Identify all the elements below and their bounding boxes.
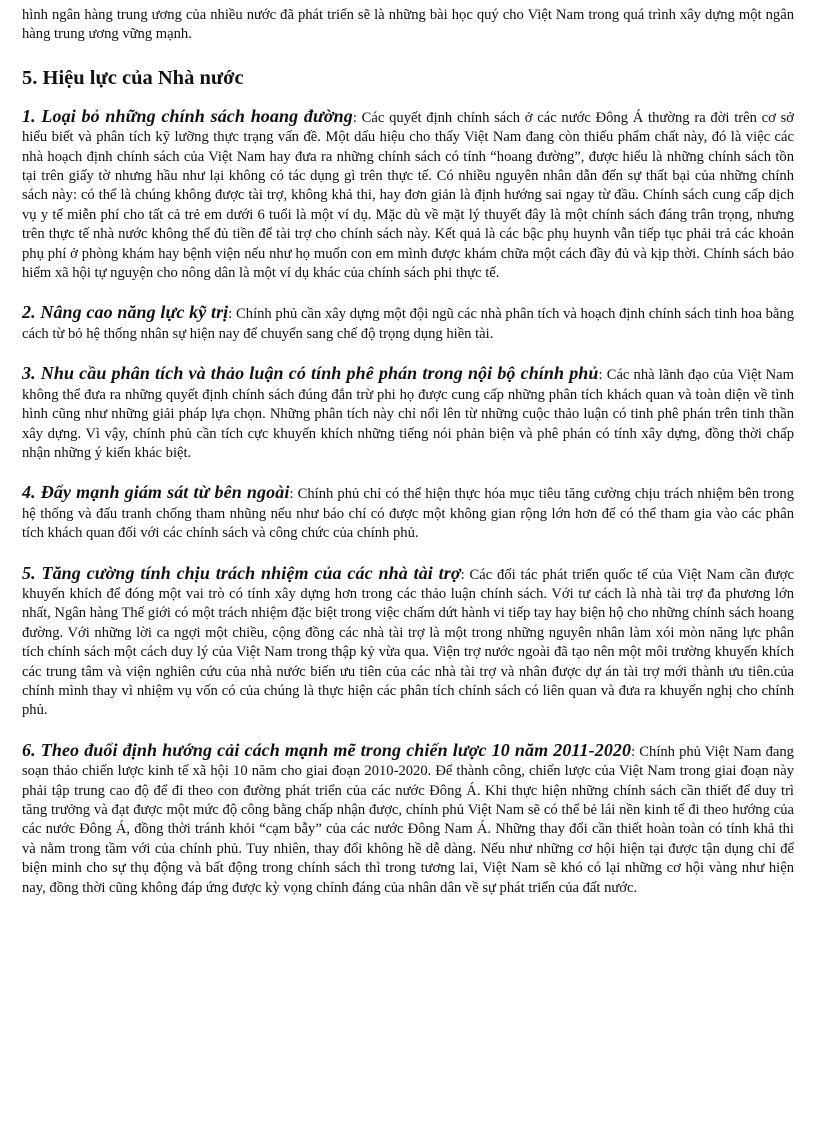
- point-6-heading: 6. Theo đuổi định hướng cải cách mạnh mẽ trong chiến lược 10 năm 2011-2020: [22, 739, 632, 760]
- point-1-paragraph: [22, 107, 794, 284]
- point-5-body: Các đối tác phát triển quốc tế của Việt Nam cần được khuyến khích để đóng một vai trò có tính xây dựng hơn trong các thảo luận chính sách. Với tư cách là nhà tài trợ đa phương lớn nhất, Ngân hàng Thế giới có một trách nhiệm đặc biệt trong việc chấm dứt hành vi tiếp tay hay biện hộ cho những chính sách hoang đường. Với những lời ca ngợi một chiều, cộng đồng các nhà tài trợ là một trong những nguyên nhân làm xói mòn năng lực phân tích chính sách một cách duy lý của Việt Nam trong thập kỷ vừa qua. Viện trợ nước ngoài đã tạo nên một môi trường khuyến khích các trung tâm và viện nghiên cứu của nhà nước biến ưu tiên của các nhà tài trợ và nhân được dự án tài trợ mới thành ưu tiên.của chính mình thay vì nhiệm vụ vốn có của chúng là thực hiện các phân tích chính sách có liên quan và đưa ra khuyến nghị cho chính phủ.: [22, 566, 795, 719]
- point-2-colon: :: [228, 306, 233, 323]
- point-2-body: Chính phủ cần xây dựng một đội ngũ các nhà phân tích và hoạch định chính sách tinh hoa bằng cách từ bỏ hệ thống nhân sự hiện nay để chuyển sang chế độ trọng dụng hiền tài.: [22, 306, 794, 342]
- point-4-body: Chính phủ chỉ có thể hiện thực hóa mục tiêu tăng cường chịu trách nhiệm bên trong hệ thống và đấu tranh chống tham nhũng nếu như báo chí có được một không gian rộng lớn hơn để có thể tham gia vào các phân tích khách quan đối với các chính sách và công chức của chính phủ.: [22, 486, 794, 542]
- point-3-paragraph: [22, 364, 794, 463]
- point-1-colon: :: [352, 109, 357, 126]
- point-5-paragraph: [22, 564, 794, 721]
- point-5-heading: 5. Tăng cường tính chịu trách nhiệm của các nhà tài trợ: [22, 562, 461, 583]
- section-heading: 5. Hiệu lực của Nhà nước: [22, 66, 244, 89]
- point-6-colon: :: [631, 743, 636, 760]
- point-3-body: Các nhà lãnh đạo của Việt Nam không thể đưa ra những quyết định chính sách đúng đắn trừ phi họ được cung cấp những phân tích khách quan và toàn diện về tình hình cũng như những giải pháp lựa chọn. Những phân tích này chỉ nổi lên từ những cuộc thảo luận có tinh phê phán trên tinh thần xây dựng. Vì vậy, chính phủ cần tích cực khuyến khích những tiếng nói phản biện và phê phán có tính xây dựng, đồng thời chấp nhận những ý kiến khác biệt.: [22, 367, 794, 461]
- point-1-body: Các quyết định chính sách ở các nước Đông Á thường ra đời trên cơ sở hiểu biết và phân tích kỹ lưỡng thực trạng vấn đề. Một dấu hiệu cho thấy Việt Nam đang còn thiếu phẩm chất này, đó là việc các nhà hoạch định chính sách của Việt Nam hay đưa ra những chính sách có tính “hoang đường”, được hiểu là những chính sách tồn tại trên giấy tờ nhưng hầu như lại không có tác dụng gì trên thực tế. Có nhiều nguyên nhân dẫn đến sự thất bại của những chính sách này: có thể là chúng không được tài trợ, không khả thi, hay đơn giản là định hướng sai ngay từ đầu. Chính sách cung cấp dịch vụ y tế miễn phí cho tất cả trẻ em dưới 6 tuổi là một ví dụ. Mặc dù về mặt lý thuyết đây là một chính sách đáng trân trọng, nhưng trên thực tế nhà nước không thể đủ tiền để tài trợ cho chính sách này. Kết quả là các bậc phụ huynh vẫn tiếp tục phải trả các khoản phụ phí ở phòng khám hay bệnh viện nếu như họ muốn con em mình được khám chữa một cách đầy đủ và kịp thời. Chính sách bảo hiểm xã hội tự nguyện cho nông dân là một ví dụ khác của chính sách phi thực tế.: [22, 109, 794, 282]
- point-2-heading: 2. Nâng cao năng lực kỹ trị: [22, 302, 229, 323]
- point-5-colon: :: [460, 566, 465, 583]
- point-4-colon: :: [289, 486, 294, 503]
- point-6-body: Chính phủ Việt Nam đang soạn thảo chiến lược kinh tế xã hội 10 năm cho giai đoạn 2010-2020. Để thành công, chiến lược của Việt Nam trong giai đoạn này phải tập trung cao độ để đi theo con đường phát triển của các nước Đông Á. Khi thực hiện những chính sách cần thiết để duy trì tăng trưởng và đạt được một mức độ công bằng chấp nhận được, chính phủ Việt Nam sẽ có thể bẻ lái nền kinh tế đi theo hướng của các nước Đông Á, đồng thời tránh khỏi “cạm bẫy” của các nước Đông Nam Á. Những thay đổi cần thiết hoàn toàn có tính khả thi và nằm trong tầm với của chính phủ. Tuy nhiên, thay đổi không hề dễ dàng. Nếu như những cơ hội hiện tại được tận dụng chỉ để biện minh cho sự thụ động và bất động trong chính sách thì trong tương lai, Việt Nam sẽ khó có lại những cơ hội vàng như hiện nay, đồng thời cũng không đáp ứng được kỳ vọng chính đáng của nhân dân về sự phát triển của đất nước.: [22, 743, 794, 896]
- point-4-paragraph: [22, 483, 794, 543]
- point-3-heading: 3. Nhu cầu phân tích và thảo luận có tính phê phán trong nội bộ chính phủ: [22, 363, 599, 384]
- point-2-paragraph: [22, 303, 794, 344]
- document-page: [22, 6, 794, 918]
- point-6-paragraph: [22, 741, 794, 898]
- intro-paragraph: hình ngân hàng trung ương của nhiều nước đã phát triển sẽ là những bài học quý cho Việt Nam trong quá trình xây dựng một ngân hàng trung ương vững mạnh.: [22, 7, 794, 43]
- point-3-colon: :: [598, 367, 603, 384]
- point-1-heading: 1. Loại bỏ những chính sách hoang đường: [22, 105, 353, 126]
- point-4-heading: 4. Đẩy mạnh giám sát từ bên ngoài: [22, 482, 290, 503]
